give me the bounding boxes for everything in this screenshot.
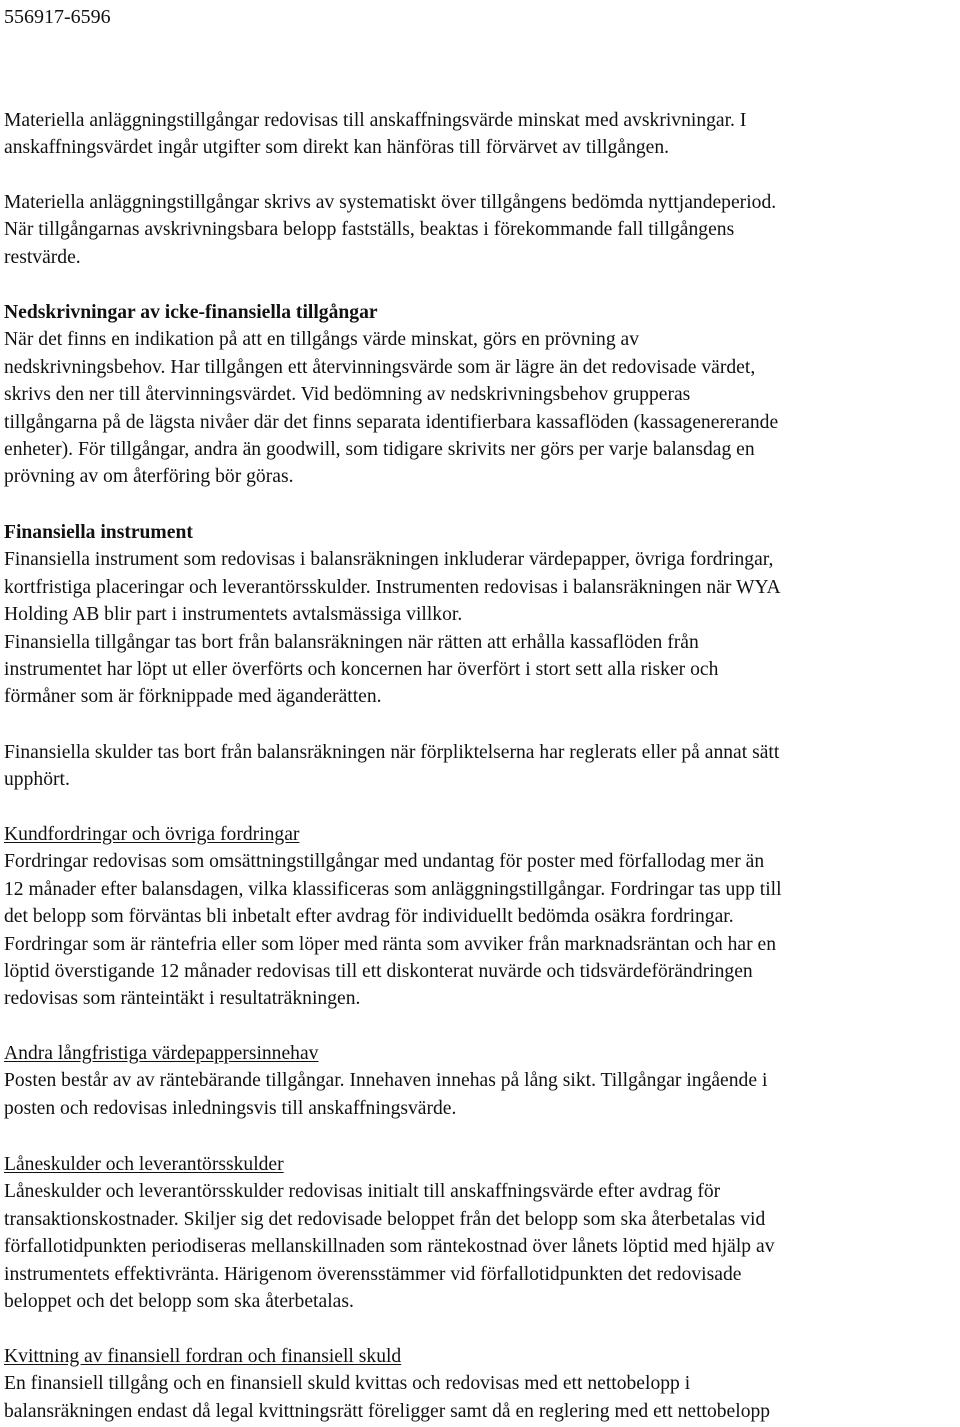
text-line: förmåner som är förknippade med äganderätten. (4, 686, 382, 708)
text-line: det belopp som förväntas bli inbetalt efter avdrag för individuellt bedömda osäkra fordringar. (4, 906, 734, 928)
text-line: upphört. (4, 769, 70, 791)
text-line: anskaffningsvärdet ingår utgifter som direkt kan hänföras till förvärvet av tillgången. (4, 137, 670, 159)
section-vardepappersinnehav (4, 1040, 956, 1122)
text-line: nedskrivningsbehov. Har tillgången ett återvinningsvärde som är lägre än det redovisade värdet, (4, 356, 756, 378)
text-line: redovisas som ränteintäkt i resultaträkningen. (4, 988, 361, 1010)
text-line: Låneskulder och leverantörsskulder redovisas initialt till anskaffningsvärde efter avdrag för (4, 1181, 721, 1203)
text-line: prövning av om återföring bör göras. (4, 466, 294, 488)
text-line: En finansiell tillgång och en finansiell skuld kvittas och redovisas med ett nettobelopp i (4, 1373, 691, 1395)
section-kundfordringar (4, 821, 956, 1013)
paragraph-materiella-avskrivning (4, 189, 956, 271)
section-heading: Finansiella instrument (4, 522, 193, 543)
text-line: beloppet och det belopp som ska återbetalas. (4, 1291, 354, 1313)
section-nedskrivningar (4, 299, 956, 491)
section-finansiella-instrument (4, 519, 956, 711)
text-line: Fordringar redovisas som omsättningstillgångar med undantag för poster med förfallodag mer än (4, 851, 765, 873)
section-heading: Nedskrivningar av icke-finansiella tillgångar (4, 302, 378, 323)
text-line: Finansiella tillgångar tas bort från balansräkningen när rätten att erhålla kassaflöden från (4, 631, 699, 653)
section-kvittning (4, 1343, 956, 1425)
section-heading: Kundfordringar och övriga fordringar (4, 824, 300, 845)
text-line: Materiella anläggningstillgångar skrivs av systematiskt över tillgångens bedömda nyttjandeperiod. (4, 192, 777, 213)
paragraph-finansiella-skulder (4, 739, 956, 794)
text-line: balansräkningen endast då legal kvittningsrätt föreligger samt då en reglering med ett nettobelopp (4, 1400, 771, 1422)
text-line: Holding AB blir part i instrumentets avtalsmässiga villkor. (4, 604, 463, 626)
text-line: instrumentet har löpt ut eller överförts och koncernen har överfört i stort sett alla risker och (4, 659, 719, 681)
text-line: 12 månader efter balansdagen, vilka klassificeras som anläggningstillgångar. Fordringar tas upp till (4, 878, 782, 900)
text-line: Fordringar som är räntefria eller som löper med ränta som avviker från marknadsräntan och har en (4, 933, 777, 955)
text-line: restvärde. (4, 246, 81, 268)
section-laneskulder (4, 1151, 956, 1315)
paragraph-materiella-redovisning (4, 107, 956, 162)
text-line: posten och redovisas inledningsvis till anskaffningsvärde. (4, 1097, 457, 1119)
document-id: 556917-6596 (4, 6, 111, 28)
text-line: transaktionskostnader. Skiljer sig det redovisade beloppet från det belopp som ska återbetalas vid (4, 1208, 766, 1230)
text-line: Materiella anläggningstillgångar redovisas till anskaffningsvärde minskat med avskrivningar. I (4, 110, 747, 131)
text-line: Posten består av av räntebärande tillgångar. Innehaven innehas på lång sikt. Tillgångar ingående i (4, 1070, 768, 1092)
text-line: När tillgångarnas avskrivningsbara belopp fastställs, beaktas i förekommande fall tillgångens (4, 219, 735, 241)
section-heading: Låneskulder och leverantörsskulder (4, 1154, 284, 1175)
text-line: När det finns en indikation på att en tillgångs värde minskat, görs en prövning av (4, 329, 640, 351)
section-heading: Andra långfristiga värdepappersinnehav (4, 1043, 319, 1064)
text-line: skrivs den ner till återvinningsvärdet. Vid bedömning av nedskrivningsbehov grupperas (4, 384, 691, 406)
text-line: enheter). För tillgångar, andra än goodwill, som tidigare skrivits ner görs per varje balansdag en (4, 439, 755, 461)
text-line: instrumentets effektivränta. Härigenom överensstämmer vid förfallotidpunkten det redovisade (4, 1263, 742, 1285)
text-line: Finansiella instrument som redovisas i balansräkningen inkluderar värdepapper, övriga fordringar, (4, 549, 774, 571)
text-line: kortfristiga placeringar och leverantörsskulder. Instrumenten redovisas i balansräkningen när WYA (4, 576, 781, 598)
text-line: Finansiella skulder tas bort från balansräkningen när förpliktelserna har reglerats eller på annat sätt (4, 742, 780, 763)
text-line: förfallotidpunkten periodiseras mellanskillnaden som räntekostnad över lånets löptid med hjälp av (4, 1236, 775, 1258)
text-line: tillgångarna på de lägsta nivåer där det finns separata identifierbara kassaflöden (kassagenererande (4, 411, 779, 433)
text-line: löptid överstigande 12 månader redovisas till ett diskonterat nuvärde och tidsvärdeförändringen (4, 961, 753, 983)
section-heading: Kvittning av finansiell fordran och finansiell skuld (4, 1346, 402, 1367)
